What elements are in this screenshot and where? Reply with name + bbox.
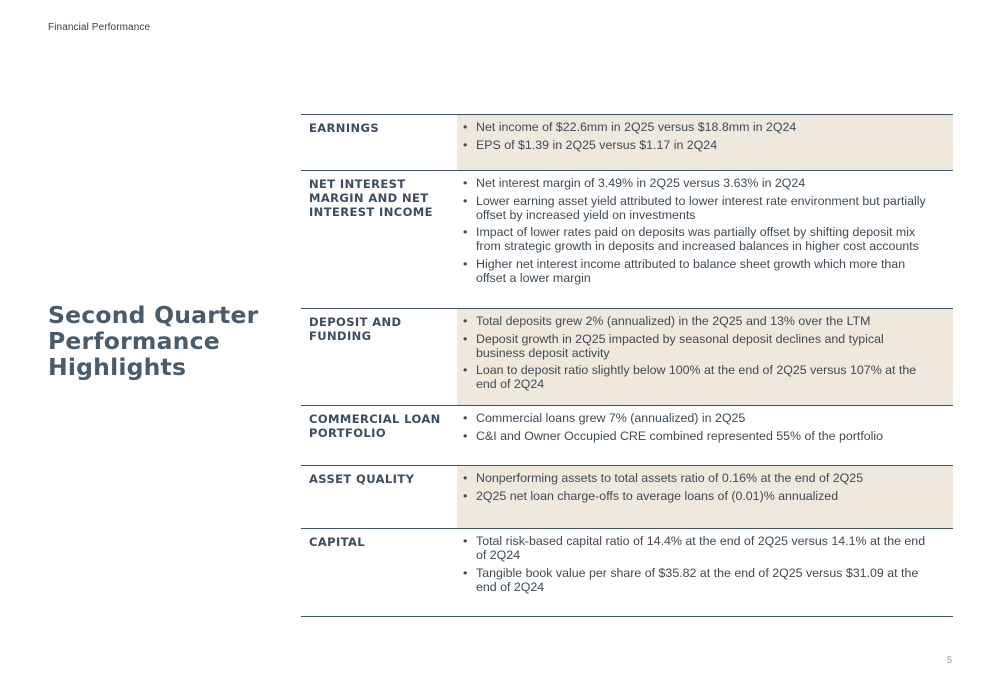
bullet-item: • 2Q25 net loan charge-offs to average loans of (0.01)% annualized	[463, 489, 933, 503]
highlights-table	[301, 114, 953, 617]
highlights-row-capital	[301, 529, 953, 617]
bullet-item: • Higher net interest income attributed to balance sheet growth which more than offset a lower margin	[463, 257, 933, 285]
row-category: ASSET QUALITY	[309, 472, 415, 486]
highlights-row-earnings	[301, 115, 953, 171]
page-title	[48, 302, 288, 380]
bullet-item: • Commercial loans grew 7% (annualized) in 2Q25	[463, 411, 933, 425]
bullet-item: • EPS of $1.39 in 2Q25 versus $1.17 in 2Q24	[463, 138, 933, 152]
row-category: COMMERCIAL LOAN PORTFOLIO	[309, 412, 441, 440]
bullet-item: • Total risk-based capital ratio of 14.4% at the end of 2Q25 versus 14.1% at the end of 2Q24	[463, 534, 933, 562]
section-label: Financial Performance	[48, 22, 151, 33]
page-title-line: Performance	[48, 327, 220, 355]
bullet-item: • C&I and Owner Occupied CRE combined represented 55% of the portfolio	[463, 429, 933, 443]
row-content	[457, 406, 953, 465]
row-category: EARNINGS	[309, 121, 380, 135]
page-number: 5	[946, 655, 952, 665]
bullet-item: • Tangible book value per share of $35.82 at the end of 2Q25 versus $31.09 at the end of 2Q24	[463, 566, 933, 594]
row-content	[457, 529, 953, 616]
bullet-item: • Nonperforming assets to total assets ratio of 0.16% at the end of 2Q25	[463, 471, 933, 485]
bullet-item: • Total deposits grew 2% (annualized) in the 2Q25 and 13% over the LTM	[463, 314, 933, 328]
row-category: DEPOSIT AND FUNDING	[309, 315, 402, 343]
row-category: CAPITAL	[309, 535, 366, 549]
row-category: NET INTEREST MARGIN AND NET INTEREST INCOME	[309, 177, 433, 219]
page-title-line: Highlights	[48, 353, 187, 381]
page-title-line: Second Quarter	[48, 301, 259, 329]
bullet-item: • Net interest margin of 3.49% in 2Q25 versus 3.63% in 2Q24	[463, 176, 933, 190]
row-content	[457, 309, 953, 405]
row-content	[457, 115, 953, 170]
bullet-item: • Net income of $22.6mm in 2Q25 versus $18.8mm in 2Q24	[463, 120, 933, 134]
highlights-row-net-interest	[301, 171, 953, 309]
highlights-row-asset-quality	[301, 466, 953, 529]
bullet-item: • Deposit growth in 2Q25 impacted by seasonal deposit declines and typical business deposit activity	[463, 332, 933, 360]
highlights-row-commercial-loans	[301, 406, 953, 466]
bullet-item: • Loan to deposit ratio slightly below 100% at the end of 2Q25 versus 107% at the end of 2Q24	[463, 363, 933, 391]
row-content	[457, 171, 953, 308]
bullet-item: • Lower earning asset yield attributed to lower interest rate environment but partially offset by increased yield on investments	[463, 194, 933, 222]
highlights-row-deposit-funding	[301, 309, 953, 406]
row-content	[457, 466, 953, 528]
bullet-item: • Impact of lower rates paid on deposits was partially offset by shifting deposit mix from strategic growth in deposits and increased balances in higher cost accounts	[463, 225, 933, 253]
